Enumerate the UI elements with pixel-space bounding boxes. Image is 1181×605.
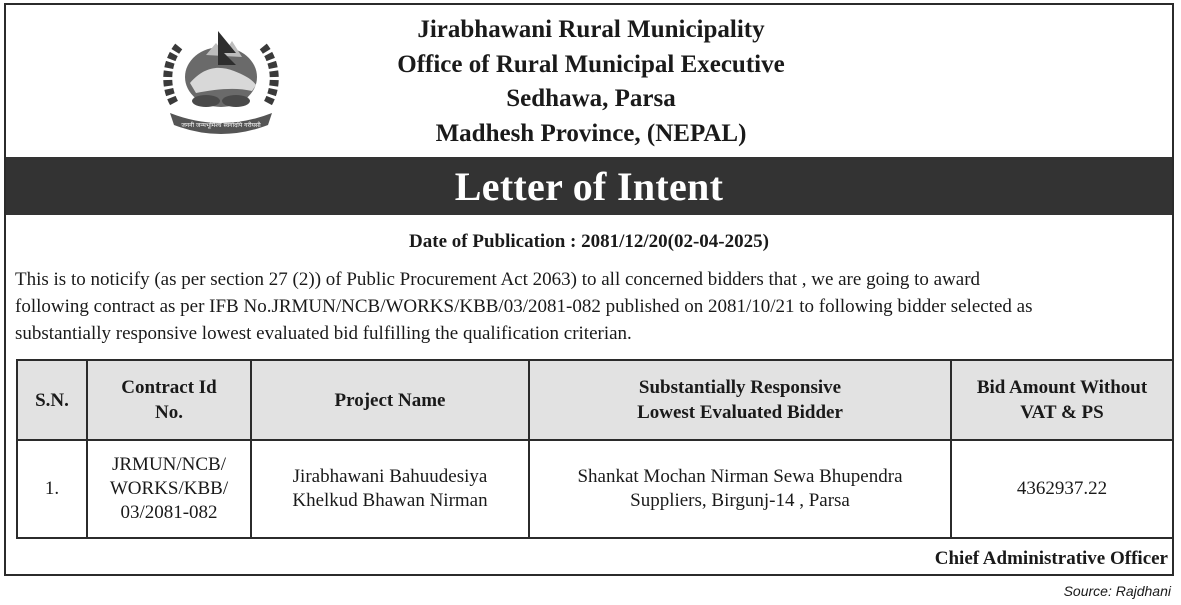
province-name: Madhesh Province, (NEPAL) [435,119,747,147]
nepal-emblem-icon [156,25,286,137]
emblem-caption: जननी जन्मभूमिश्च स्वर्गादपि गरीयसी [181,122,261,129]
notice-title: Letter of Intent [6,157,1172,215]
table-header-row [17,360,1173,440]
publication-date: Date of Publication : 2081/12/20(02-04-2025) [409,231,769,252]
notice-frame [4,3,1174,576]
municipality-name: Jirabhawani Rural Municipality [417,16,765,43]
office-location: Sedhawa, Parsa [506,85,676,112]
cell-project-name [251,440,529,538]
header-bidder [529,360,951,440]
header-amount-line-1: Bid Amount Without [976,377,1148,398]
body-line-1: This is to noticify (as per section 27 (2)) of Public Procurement Act 2063) to all concerned bidders that , we are going to award [15,269,981,290]
body-line-2: following contract as per IFB No.JRMUN/NCB/WORKS/KBB/03/2081-082 published on 2081/10/21 to following bidder selected as [15,296,1033,317]
contract-id-line-3: 03/2081-082 [120,502,218,523]
notice-body [15,266,1173,347]
project-name-line-2: Khelkud Bhawan Nirman [292,490,488,511]
project-name-line-1: Jirabhawani Bahuudesiya [292,466,488,487]
header-amount-line-2: VAT & PS [1020,402,1104,423]
header-sn: S.N. [17,360,87,440]
header-contract-id [87,360,251,440]
header-bid-amount [951,360,1173,440]
header-contract-id-line-1: Contract Id [121,377,217,398]
header-contract-id-line-2: No. [155,402,183,423]
body-line-3: substantially responsive lowest evaluated bid fulfilling the qualification criterian. [15,323,632,344]
signatory-title: Chief Administrative Officer [934,548,1168,569]
table-row [17,440,1173,538]
notice-header [6,5,1172,157]
cell-sn: 1. [17,440,87,538]
contract-id-line-1: JRMUN/NCB/ [111,454,227,475]
source-credit: Source: Rajdhani [1063,583,1171,599]
bidder-line-2: Suppliers, Birgunj-14 , Parsa [630,490,850,511]
header-bidder-line-2: Lowest Evaluated Bidder [637,402,843,423]
cell-bid-amount: 4362937.22 [951,440,1173,538]
header-project-name: Project Name [251,360,529,440]
office-heading [296,13,886,151]
contract-table [16,359,1174,539]
contract-id-line-2: WORKS/KBB/ [109,478,229,499]
bidder-line-1: Shankat Mochan Nirman Sewa Bhupendra [577,466,903,487]
header-bidder-line-1: Substantially Responsive [638,377,842,398]
office-name: Office of Rural Municipal Executive [397,50,785,78]
cell-contract-id [87,440,251,538]
cell-bidder [529,440,951,538]
